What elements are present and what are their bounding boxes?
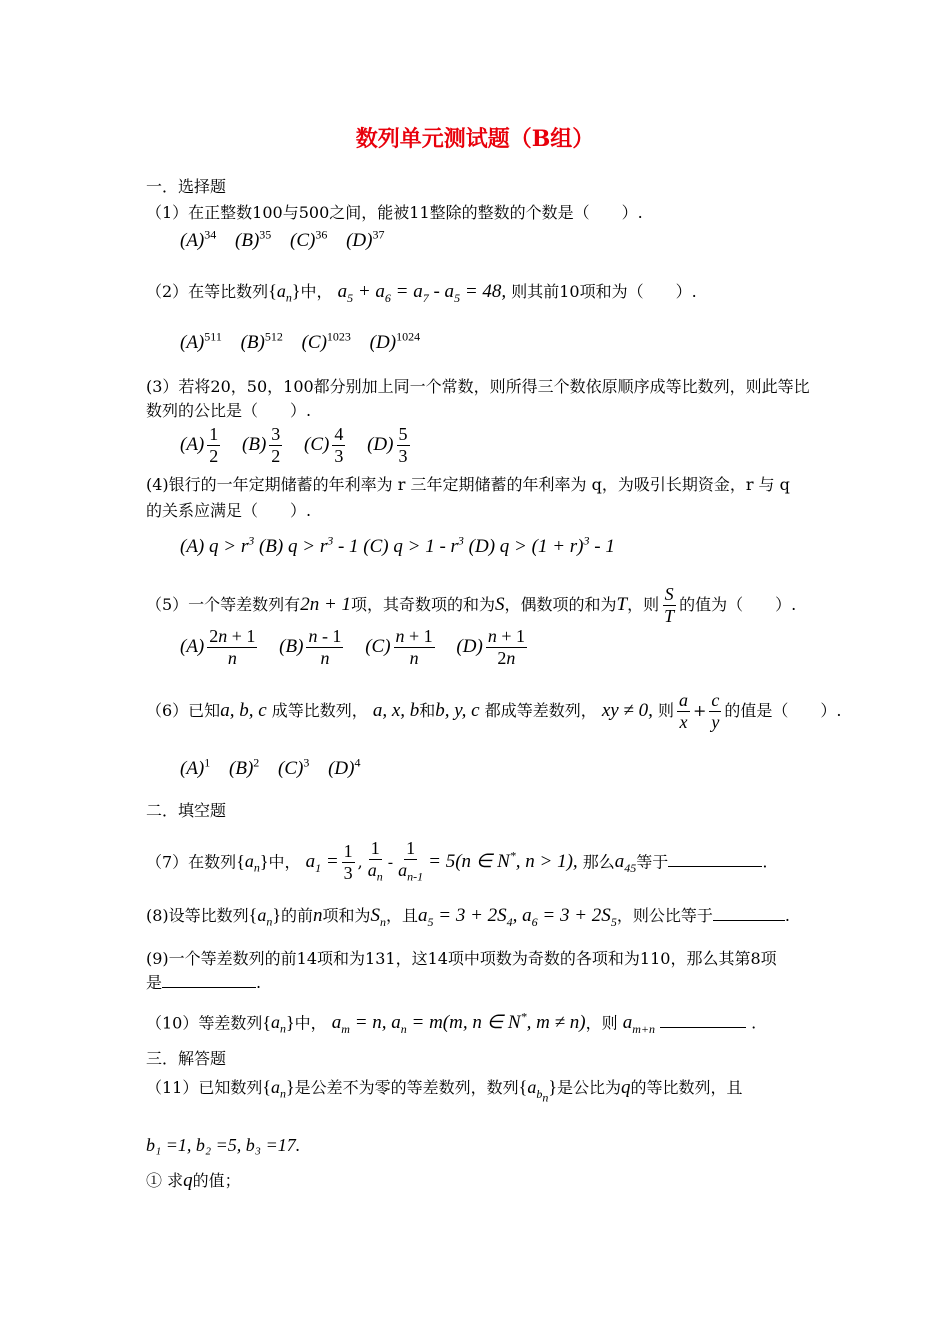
question-3-options: (A) $\frac{1}{2}$ (B) $\frac{3}{2}$ (C) $\frac{4}{3}$ (D) $\frac{5}{3}$	[180, 424, 408, 466]
question-2-formula: $a_5 + a_6 = a_7 - a_5 = 48$,	[337, 281, 507, 305]
option-a: $(A)^{34}$	[180, 228, 217, 252]
question-9-line-2: 是 .	[146, 973, 262, 992]
question-2-options: $(A)^{511}$ $(B)^{512}$ $(C)^{1023}$ $(D)^{1024}$	[180, 330, 421, 354]
question-1-options	[180, 228, 399, 252]
question-4-line-1: (4)银行的一年定期储蓄的年利率为 r 三年定期储蓄的年利率为 q，为吸引长期资金，r 与 q	[146, 475, 790, 494]
question-11-condition: b₁ =1, b₂ =5, b₃ =17.	[146, 1135, 301, 1155]
question-4-line-2: 的关系应满足（ ）.	[146, 501, 312, 520]
question-6: （6）已知a, b, c 成等比数列， a, x, b和b, y, c 都成等差数列， xy ≠ 0, 则 $\frac{a}{x}$ + $\frac{c}{y}$ 的值是（ ）.	[146, 690, 842, 732]
question-1: （1）在正整数100与500之间，能被11整除的整数的个数是（ ）.	[146, 203, 643, 222]
option-d: $(D)^{37}$	[346, 228, 385, 252]
question-8: (8)设等比数列$\{a_n\}$的前n项和为$S_n$，且$a_5 = 3 + 2S_4$, $a_6 = 3 + 2S_5$，则公比等于 .	[146, 905, 790, 929]
section-answer-heading: 三．解答题	[146, 1049, 227, 1068]
question-5: （5）一个等差数列有2n + 1项，其奇数项的和为S，偶数项的和为T，则 $\frac{S}{T}$ 的值为（ ）.	[146, 584, 797, 626]
question-3-line-1: (3）若将20，50，100都分别加上同一个常数，则所得三个数依原顺序成等比数列，则此等比	[146, 377, 810, 396]
question-6-options: $(A)^1$ $(B)^2$ $(C)^3$ $(D)^4$	[180, 756, 361, 780]
question-9-line-1: (9)一个等差数列的前14项和为131，这14项中项数为奇数的各项和为110，那么其第8项	[146, 949, 777, 968]
answer-blank[interactable]	[162, 973, 256, 988]
answer-blank[interactable]	[713, 906, 785, 921]
question-10: （10）等差数列$\{a_n\}$中， $a_m = n$, $a_n = m(m$, n ∈ N*, m ≠ n)，则 $a_{m+n}$ .	[146, 1010, 757, 1037]
option-b: $(B)^{35}$	[235, 228, 272, 252]
question-4-options: (A) $q > r^3$ (B) $q > r^3 - 1$ (C) $q > 1 - r^3$ (D) $q > (1 + r)^3 - 1$	[180, 534, 615, 558]
page-title: 数列单元测试题（B组）	[355, 126, 595, 152]
question-2: （2）在等比数列$\{a_n\}$中， $a_5 + a_6 = a_7 - a_5 = 48$, 则其前10项和为（ ）.	[146, 281, 697, 305]
option-c: $(C)^{36}$	[290, 228, 328, 252]
question-5-options: (A) $\frac{2n + 1}{n}$ (B) $\frac{n - 1}{n}$ (C) $\frac{n + 1}{n}$ (D) $\frac{n + 1}{2n}$	[180, 626, 525, 668]
section-choice-heading: 一．选择题	[146, 177, 227, 196]
section-fill-heading: 二．填空题	[146, 801, 227, 820]
answer-blank[interactable]	[660, 1013, 746, 1028]
question-11: （11）已知数列$\{a_n\}$是公差不为零的等差数列，数列$\{a_{b_n}\}$是公比为q的等比数列，且	[146, 1077, 743, 1104]
question-3-line-2: 数列的公比是（ ）.	[146, 401, 312, 420]
question-7: （7）在数列$\{a_n\}$中， $a_1$ = $\frac{1}{3}$ , $\frac{1}{a_n}$ - $\frac{1}{a_{n-1}}$ = 5(n ∈ N*, n > 1), 那么$a_{45}$等于 .	[146, 838, 768, 884]
question-11-part-1: ① 求q的值；	[146, 1170, 241, 1191]
answer-blank[interactable]	[668, 852, 762, 867]
